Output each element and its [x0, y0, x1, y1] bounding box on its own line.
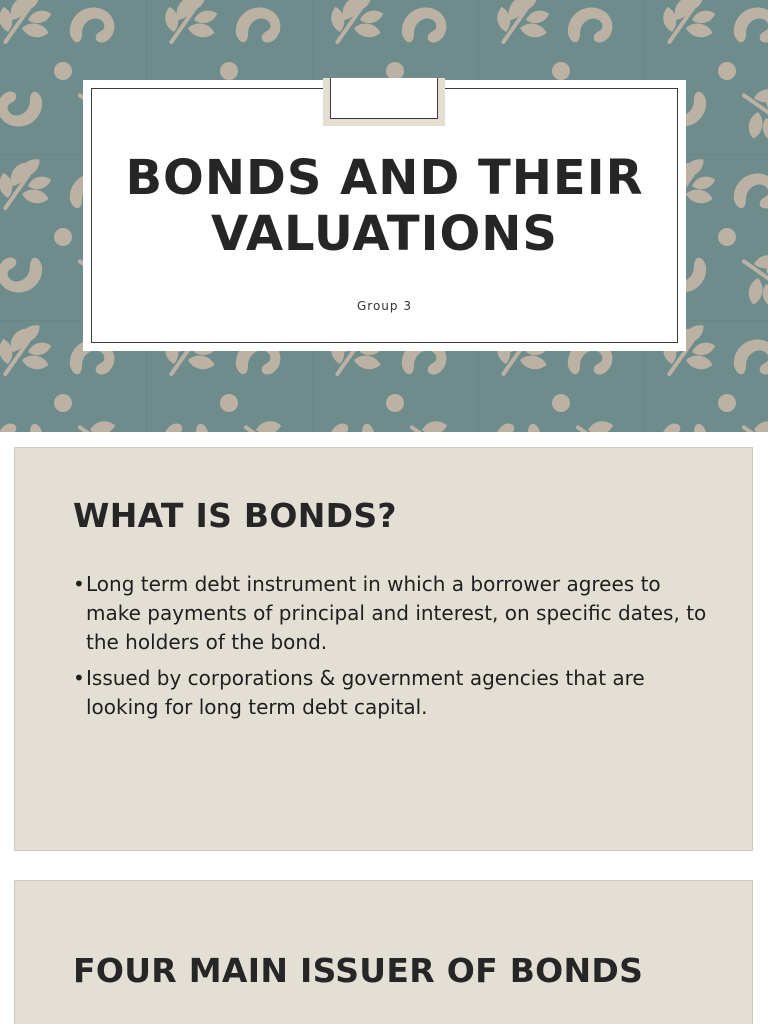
slide-heading: FOUR MAIN ISSUER OF BONDS — [73, 951, 644, 990]
title-card — [83, 80, 686, 351]
slide-heading: WHAT IS BONDS? — [73, 496, 397, 535]
bullet-icon: • — [73, 572, 85, 596]
bullet-icon: • — [73, 666, 85, 690]
list-item — [73, 664, 713, 722]
list-item — [73, 570, 713, 657]
slide-four-main-issuers — [14, 880, 753, 1024]
bullet-text: Issued by corporations & government agencies that are looking for long term debt capital. — [86, 666, 645, 719]
bullet-text: Long term debt instrument in which a borrower agrees to make payments of principal and interest, on specific dates, to the holders of the bond. — [86, 572, 707, 654]
main-title: BONDS AND THEIR VALUATIONS — [125, 150, 644, 262]
subtitle: Group 3 — [357, 299, 412, 313]
title-slide — [0, 0, 768, 432]
bullet-list — [73, 570, 713, 729]
slide-what-is-bonds — [14, 447, 753, 851]
card-tab-decoration — [323, 78, 445, 126]
